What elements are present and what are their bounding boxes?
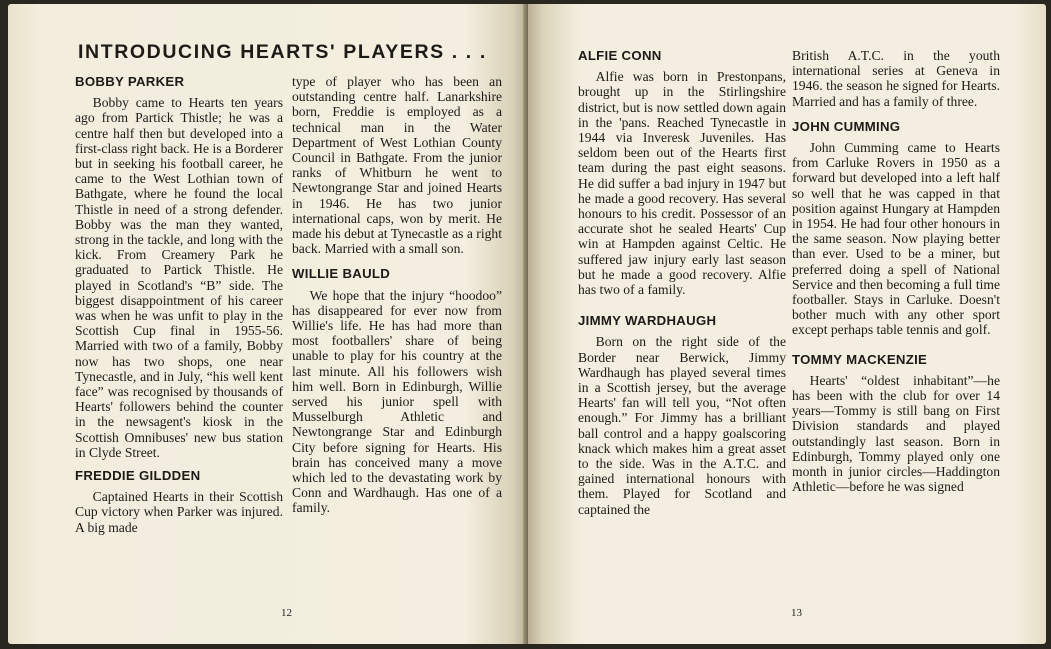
player-bio: We hope that the injury “hoodoo” has disappeared for ever now from Willie's life. He has had more than most footballers' share of being unable to play for his country at the last minute. All his followers wish him well. Born in Edinburgh, Willie served his junior spell with Musselburgh Athletic and Newtongrange Star and Edinburgh City before signing for Hearts. His brain has conceived many a move which led to the devastating work by Conn and Wardhaugh. Has one of a family. [292,287,502,516]
player-heading: WILLIE BAULD [292,266,391,282]
player-bio: Born on the right side of the Border near Berwick, Jimmy Wardhaugh has played several times in a Scottish jersey, but the average Hearts' fan will tell you, “Not often enough.” For Jimmy has a brilliant ball control and a happy goalscoring knack which makes him a great asset to the side. Was in the A.T.C. and gained international honours with them. Played for Scotland and captained the [578,334,786,517]
left-page [8,4,528,644]
player-bio: type of player who has been an outstanding centre half. Lanarkshire born, Freddie is employed as a technical man in the Water Department of West Lothian County Council in Bathgate. From the junior ranks of Whitburn he went to Newtongrange Star and joined Hearts in 1946. He has two junior international caps, won by merit. He made his debut at Tynecastle as a right back. Married with a small son. [292,74,502,257]
right-page [528,4,1046,644]
player-section-jimmy-wardhaugh [578,313,786,517]
page-title: INTRODUCING HEARTS' PLAYERS . . . [78,41,487,63]
column-3 [578,48,786,525]
player-heading: TOMMY MACKENZIE [792,351,928,367]
page-number-right: 13 [791,607,802,619]
player-heading: BOBBY PARKER [75,74,185,89]
player-bio: Hearts' “oldest inhabitant”—he has been with the club for over 14 years—Tommy is still bang on First Division standards and played outstandingly last season. Born in Edinburgh, Tommy played only one month in junior circles—Haddington Athletic—before he was signed [792,372,1000,495]
player-heading: JIMMY WARDHAUGH [578,313,717,329]
player-bio: British A.T.C. in the youth international series at Geneva in 1946. the season he signed for Hearts. Married and has a family of three. [792,48,1000,109]
player-section-tommy-mackenzie [792,352,1000,495]
player-heading: ALFIE CONN [578,48,662,63]
player-section-willie-bauld [292,266,502,515]
page-number-left: 12 [281,607,292,619]
player-bio: Alfie was born in Prestonpans, brought up in the Stirlingshire district, but is now settled down again in the 'pans. Reached Tynecastle in 1944 via Inveresk Juveniles. Has seldom been out of the Hearts first team during the past eight seasons. He did suffer a bad injury in 1947 but he made a good recovery. Has several honours to his credit. Possessor of an accurate shot he sealed Hearts' Cup win at Hampden against Celtic. He suffered jaw injury early last season but he made a good recovery. Alfie has two of a family. [578,69,786,298]
player-bio: Bobby came to Hearts ten years ago from Partick Thistle; he was a centre half then but developed into a first-class right back. He is a Borderer but in seeking his football career, he came to the West Lothian town of Bathgate, where he found the local Thistle in need of a strong defender. Bobby was the man they wanted, strong in the tackle, and long with the kick. From Creamery Park he graduated to Partick Thistle. He played in Scotland's “B” side. The biggest disappointment of his career was when he was unfit to play in the Scottish Cup final in 1955-56. Married with two of a family, Bobby now has two shops, one near Tynecastle, and in July, “his well kent face” was recognised by thousands of Hearts' followers behind the counter in the newsagent's kiosk in the Scottish Omnibuses' new bus station in Clyde Street. [75,95,283,460]
player-heading: JOHN CUMMING [792,118,901,134]
player-heading: FREDDIE GILDDEN [75,468,201,484]
player-section-jimmy-wardhaugh-continued [792,48,1000,109]
column-4 [792,48,1000,502]
player-section-john-cumming [792,119,1000,338]
player-section-freddie-gildden [75,468,283,535]
player-bio: John Cumming came to Hearts from Carluke Rovers in 1950 as a forward but developed into a left half so well that he was capped in that position against Hungary at Hampden in 1954. He had four other honours in the same season. Now playing better than ever. Used to be a miner, but preferred doing a spell of National Service and then becoming a full time footballer. Stays in Carluke. Doesn't bother much with any other sport except perhaps table tennis and golf. [792,140,1000,338]
player-bio: Captained Hearts in their Scottish Cup victory when Parker was injured. A big made [75,489,283,535]
column-2 [292,74,502,524]
player-section-bobby-parker [75,74,283,460]
column-1 [75,74,283,543]
player-section-alfie-conn [578,48,786,297]
player-section-freddie-gildden-continued [292,74,502,256]
